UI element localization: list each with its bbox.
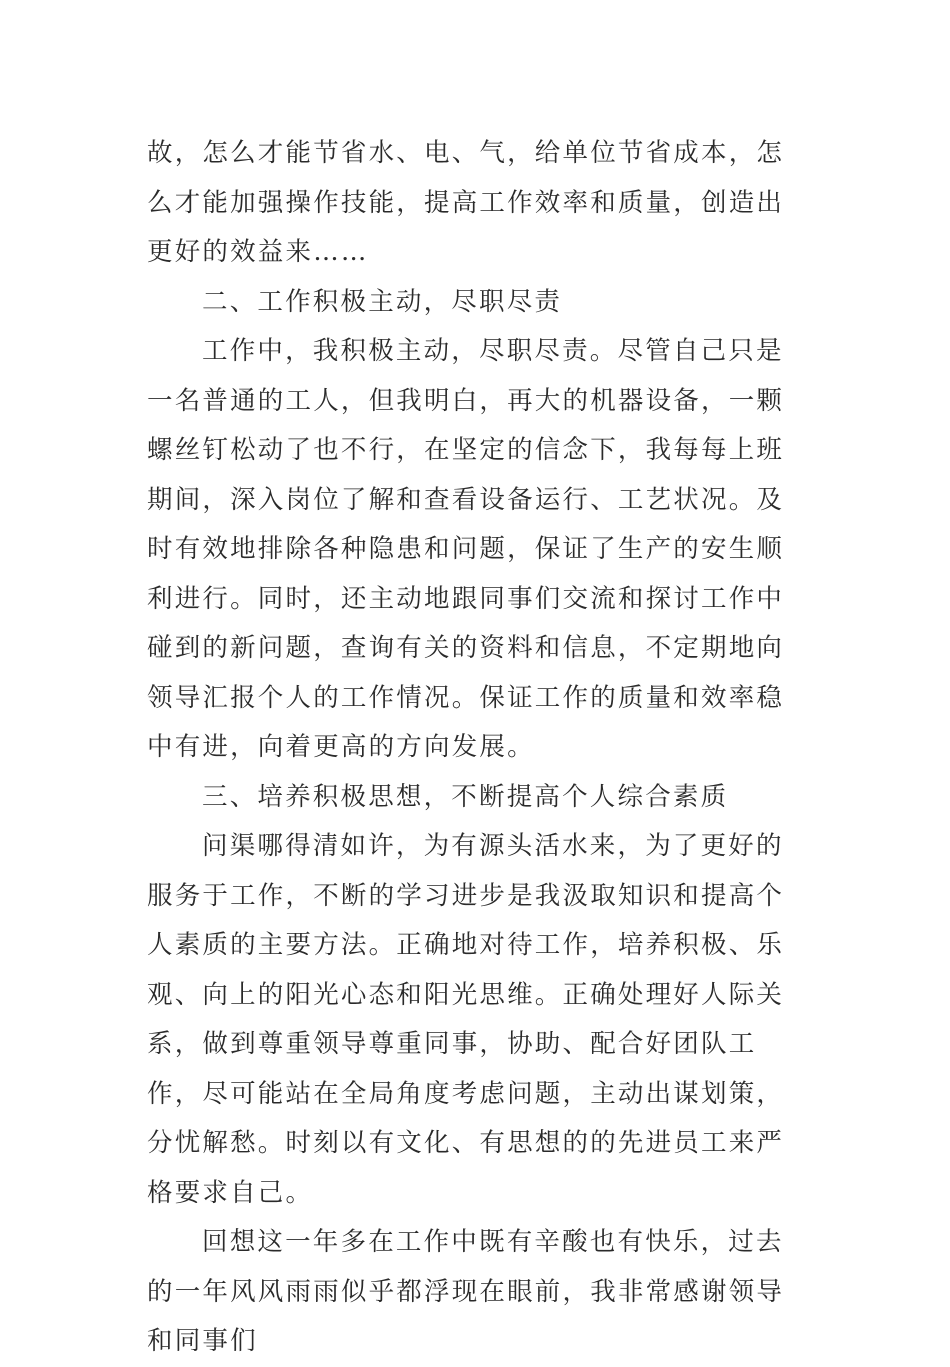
paragraph-reflection: 回想这一年多在工作中既有辛酸也有快乐，过去的一年风风雨雨似乎都浮现在眼前，我非常感谢领导和同事们 (147, 1227, 785, 1356)
document-body (147, 129, 787, 1367)
section-heading-two: 二、工作积极主动，尽职尽责 (202, 286, 563, 317)
section-heading-three: 三、培养积极思想，不断提高个人综合素质 (202, 781, 729, 812)
paragraph-self-improvement: 问渠哪得清如许，为有源头活水来，为了更好的服务于工作，不断的学习进步是我汲取知识和提高个人素质的主要方法。正确地对待工作，培养积极、乐观、向上的阳光心态和阳光思维。正确处理好人际关系，做到尊重领导尊重同事，协助、配合好团队工作，尽可能站在全局角度考虑问题，主动出谋划策，分忧解愁。时刻以有文化、有思想的的先进员工来严格要求自己。 (147, 831, 785, 1208)
paragraph-work-initiative: 工作中，我积极主动，尽职尽责。尽管自己只是一名普通的工人，但我明白，再大的机器设备，一颗螺丝钉松动了也不行，在坚定的信念下，我每每上班期间，深入岗位了解和查看设备运行、工艺状况。及时有效地排除各种隐患和问题，保证了生产的安生顺利进行。同时，还主动地跟同事们交流和探讨工作中碰到的新问题，查询有关的资料和信息，不定期地向领导汇报个人的工作情况。保证工作的质量和效率稳中有进，向着更高的方向发展。 (147, 336, 785, 762)
paragraph-continuation: 故，怎么才能节省水、电、气，给单位节省成本，怎么才能加强操作技能，提高工作效率和质量，创造出更好的效益来…… (147, 138, 785, 267)
